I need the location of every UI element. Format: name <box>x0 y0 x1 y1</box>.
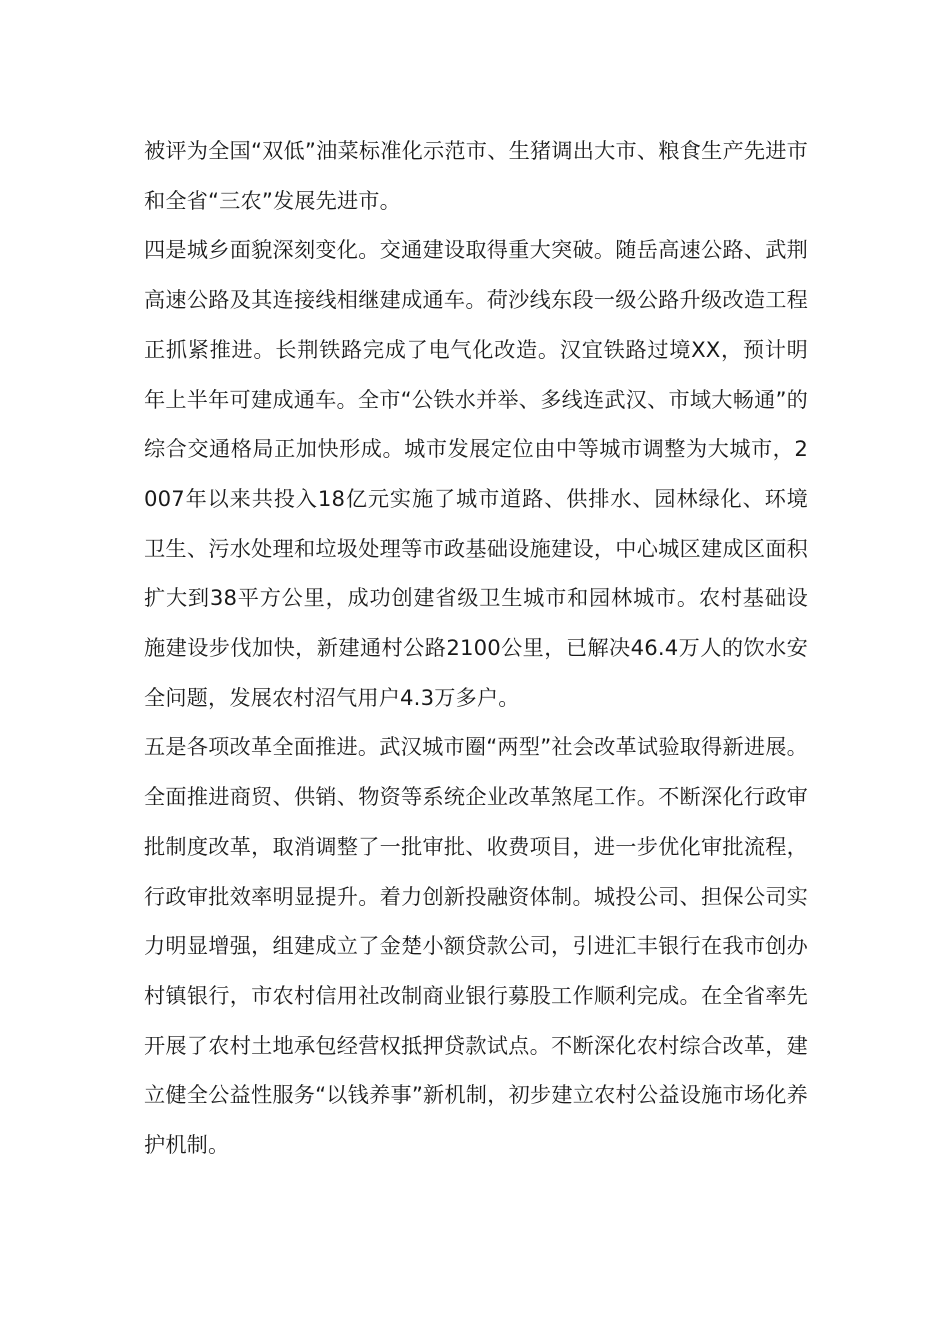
paragraph-reform-progress: 五是各项改革全面推进。武汉城市圈“两型”社会改革试验取得新进展。全面推进商贸、供销、物资等系统企业改革煞尾工作。不断深化行政审批制度改革，取消调整了一批审批、收费项目，进一步优化审批流程，行政审批效率明显提升。着力创新投融资体制。城投公司、担保公司实力明显增强，组建成立了金楚小额贷款公司，引进汇丰银行在我市创办村镇银行，市农村信用社改制商业银行募股工作顺利完成。在全省率先开展了农村土地承包经营权抵押贷款试点。不断深化农村综合改革，建立健全公益性服务“以钱养事”新机制，初步建立农村公益设施市场化养护机制。 <box>144 734 808 1158</box>
paragraph-agriculture-honors: 被评为全国“双低”油菜标准化示范市、生猪调出大市、粮食生产先进市和全省“三农”发展先进市。 <box>144 138 808 213</box>
document-body <box>144 126 808 1170</box>
paragraph-urban-rural-change: 四是城乡面貌深刻变化。交通建设取得重大突破。随岳高速公路、武荆高速公路及其连接线相继建成通车。荷沙线东段一级公路升级改造工程正抓紧推进。长荆铁路完成了电气化改造。汉宜铁路过境XX，预计明年上半年可建成通车。全市“公铁水并举、多线连武汉、市域大畅通”的综合交通格局正加快形成。城市发展定位由中等城市调整为大城市，2007年以来共投入18亿元实施了城市道路、供排水、园林绿化、环境卫生、污水处理和垃圾处理等市政基础设施建设，中心城区建成区面积扩大到38平方公里，成功创建省级卫生城市和园林城市。农村基础设施建设步伐加快，新建通村公路2100公里，已解决46.4万人的饮水安全问题，发展农村沼气用户4.3万多户。 <box>144 237 808 710</box>
